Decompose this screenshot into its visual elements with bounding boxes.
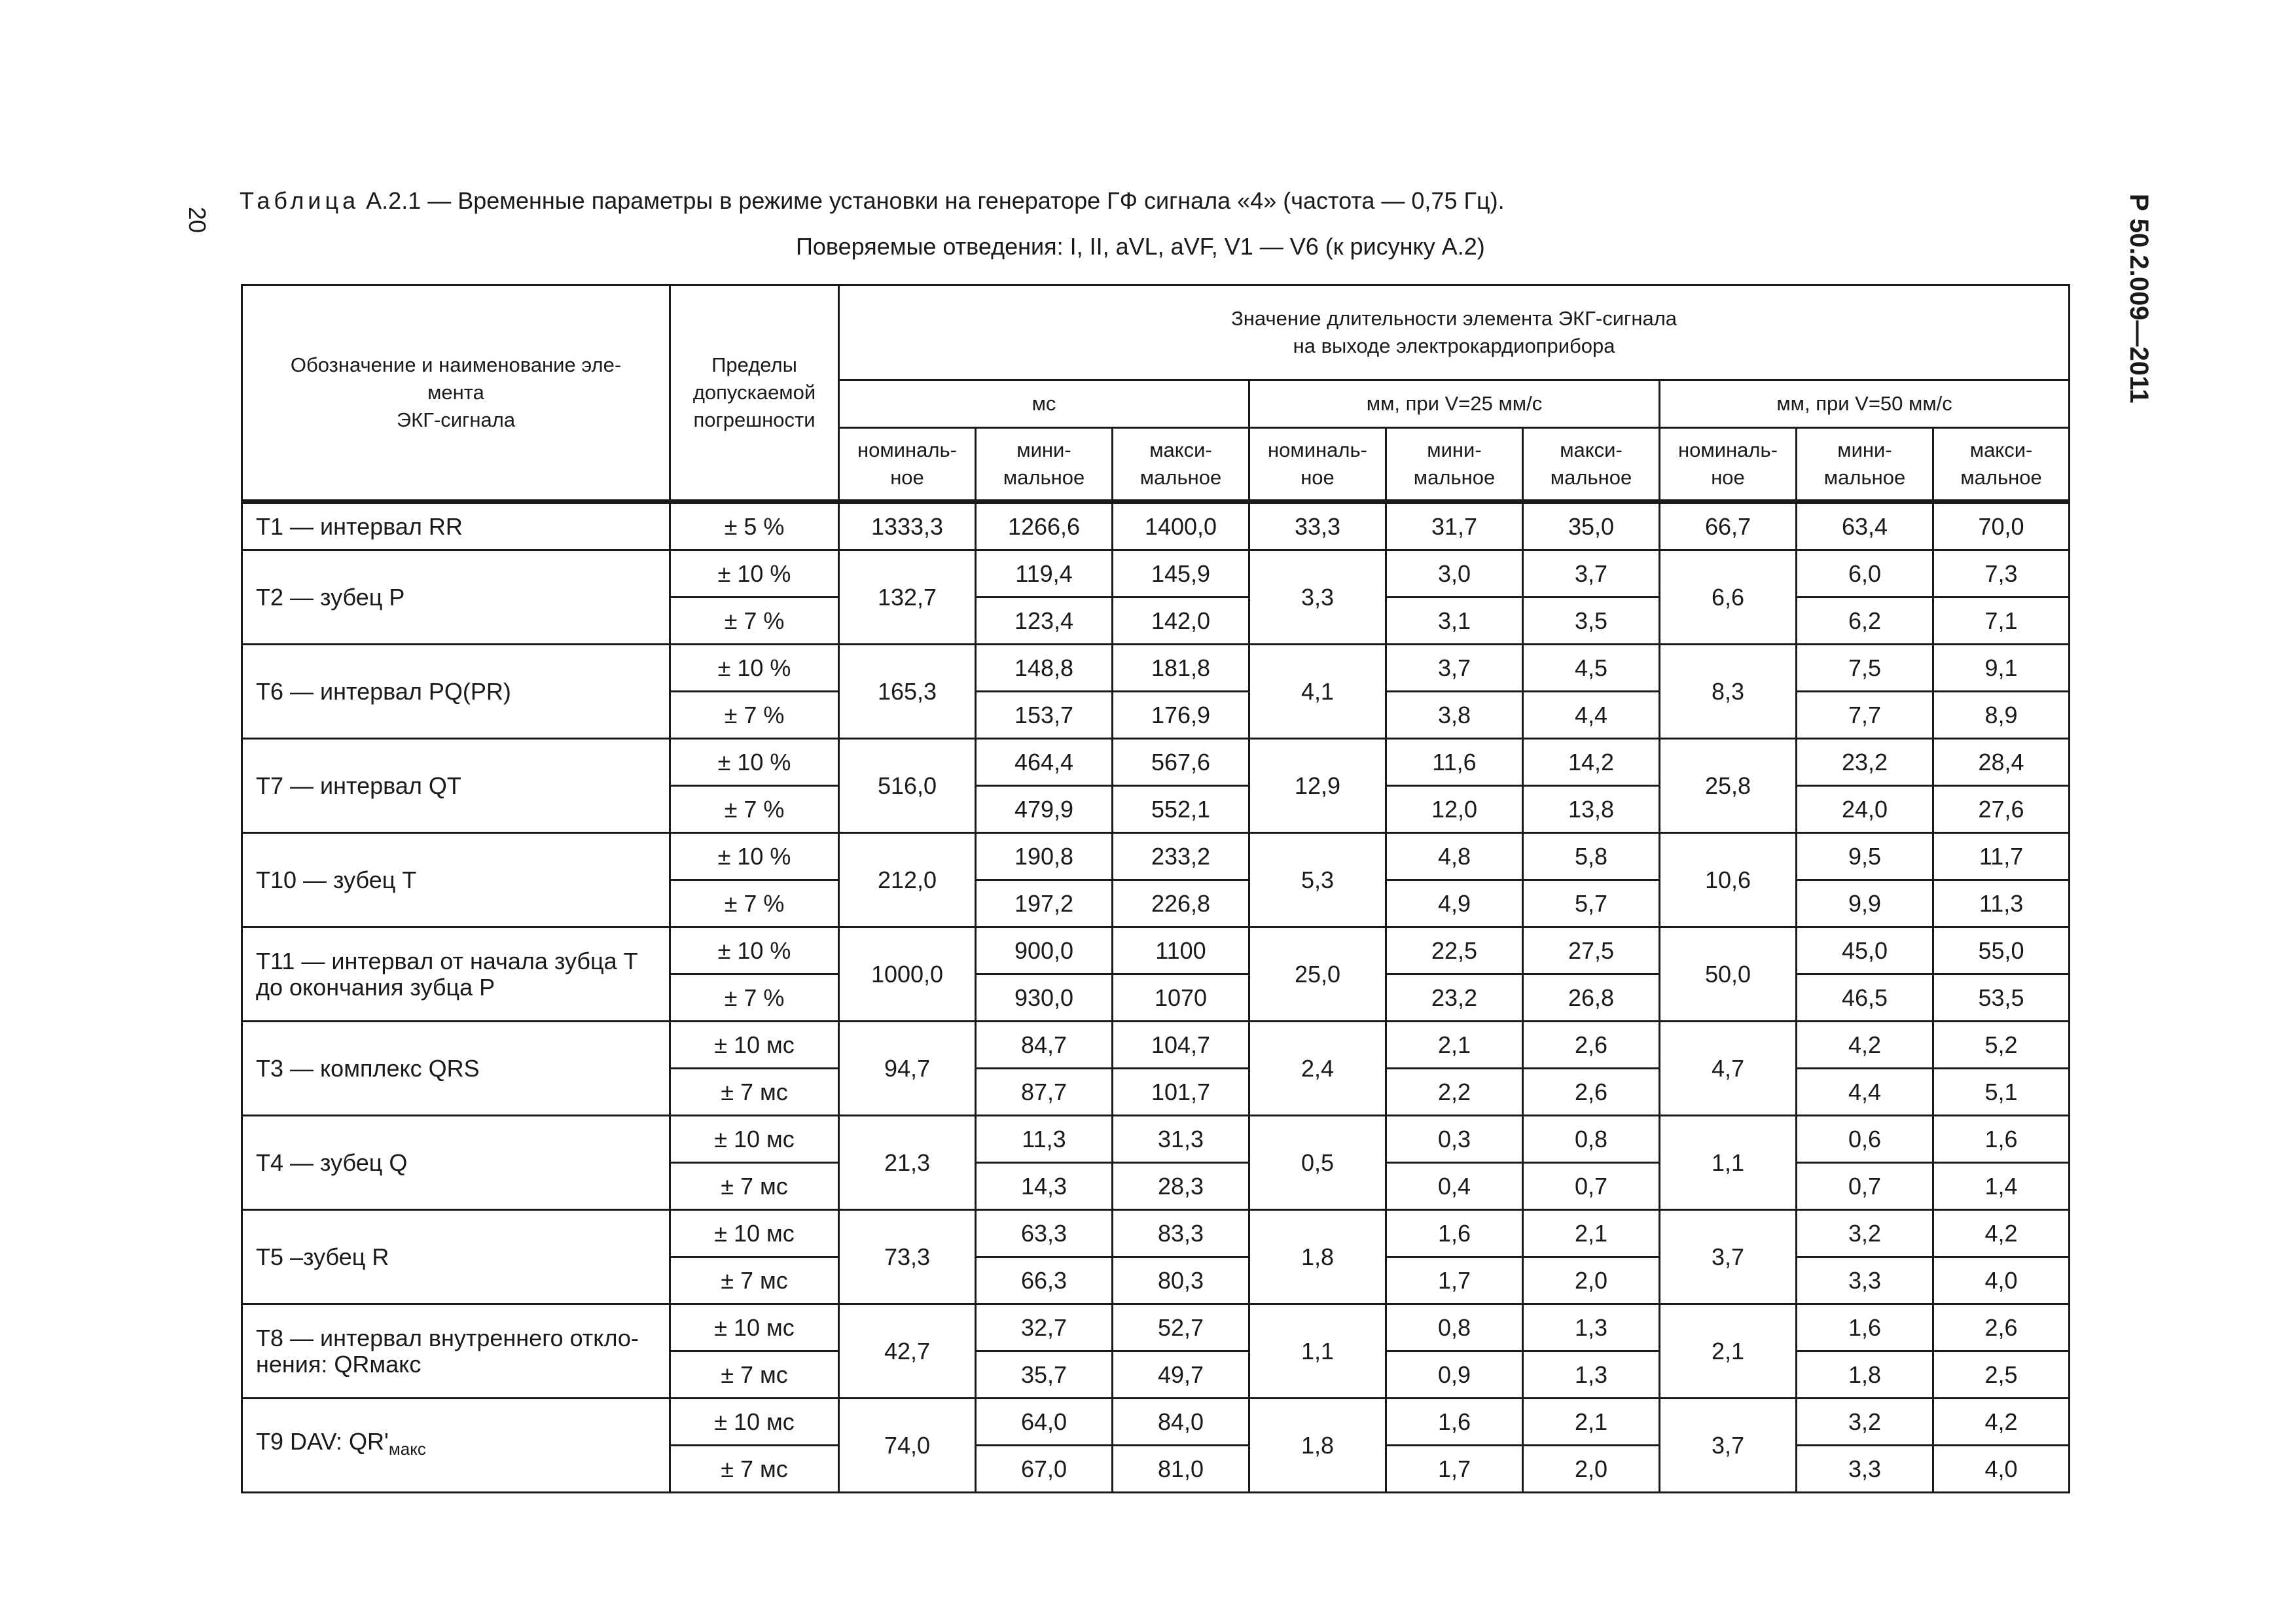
ms-max-cell: 49,7 (1113, 1351, 1249, 1399)
ms-nominal-cell: 21,3 (839, 1116, 976, 1210)
element-name-cell (242, 645, 670, 739)
table-row (242, 1304, 2070, 1351)
element-name-cell (242, 550, 670, 645)
mm25-nominal-cell: 25,0 (1249, 927, 1386, 1022)
element-name-cell (242, 1116, 670, 1210)
mm50-min-cell: 3,3 (1797, 1257, 1933, 1304)
ms-nominal-cell: 74,0 (839, 1399, 976, 1493)
mm50-min-cell: 63,4 (1797, 502, 1933, 550)
ms-min-cell: 14,3 (976, 1163, 1113, 1210)
mm25-nominal-cell: 3,3 (1249, 550, 1386, 645)
mm25-max-cell: 1,3 (1523, 1304, 1660, 1351)
ms-min-cell: 1266,6 (976, 502, 1113, 550)
mm25-max-cell: 5,8 (1523, 833, 1660, 880)
mm50-max-cell: 2,5 (1933, 1351, 2070, 1399)
mm25-nominal-cell: 0,5 (1249, 1116, 1386, 1210)
tolerance-cell: ± 7 мс (670, 1257, 839, 1304)
mm25-max-cell: 2,0 (1523, 1257, 1660, 1304)
mm50-min-cell: 4,4 (1797, 1069, 1933, 1116)
element-name: Т4 — зубец Q (256, 1149, 408, 1176)
header-mm50-nominal: номиналь- ное (1660, 428, 1797, 502)
mm50-min-cell: 9,5 (1797, 833, 1933, 880)
element-name-cell (242, 1399, 670, 1493)
ms-max-cell: 104,7 (1113, 1022, 1249, 1069)
header-mm50-max: макси- мальное (1933, 428, 2070, 502)
table-row (242, 550, 2070, 597)
mm50-max-cell: 4,0 (1933, 1446, 2070, 1493)
mm50-max-cell: 70,0 (1933, 502, 2070, 550)
header-unit-mm25: мм, при V=25 мм/с (1249, 380, 1660, 428)
ms-min-cell: 84,7 (976, 1022, 1113, 1069)
mm25-min-cell: 1,7 (1386, 1257, 1523, 1304)
ms-nominal-cell: 42,7 (839, 1304, 976, 1399)
mm50-min-cell: 0,7 (1797, 1163, 1933, 1210)
table-row (242, 1399, 2070, 1446)
element-name: Т1 — интервал RR (256, 512, 463, 540)
mm25-max-cell: 4,5 (1523, 645, 1660, 692)
mm50-min-cell: 6,0 (1797, 550, 1933, 597)
tolerance-cell: ± 7 мс (670, 1446, 839, 1493)
mm25-max-cell: 0,8 (1523, 1116, 1660, 1163)
mm50-min-cell: 3,2 (1797, 1210, 1933, 1257)
mm50-max-cell: 5,2 (1933, 1022, 2070, 1069)
mm50-max-cell: 28,4 (1933, 739, 2070, 786)
caption-label: Таблица (240, 187, 360, 214)
mm25-min-cell: 2,1 (1386, 1022, 1523, 1069)
mm50-max-cell: 9,1 (1933, 645, 2070, 692)
ms-min-cell: 64,0 (976, 1399, 1113, 1446)
ms-max-cell: 81,0 (1113, 1446, 1249, 1493)
ms-nominal-cell: 516,0 (839, 739, 976, 833)
mm50-nominal-cell: 3,7 (1660, 1399, 1797, 1493)
mm25-max-cell: 3,7 (1523, 550, 1660, 597)
tolerance-cell: ± 7 % (670, 974, 839, 1022)
tolerance-cell: ± 10 мс (670, 1304, 839, 1351)
header-unit-ms: мс (839, 380, 1249, 428)
element-name: Т10 — зубец Т (256, 866, 417, 893)
element-name-cell (242, 1022, 670, 1116)
mm50-max-cell: 5,1 (1933, 1069, 2070, 1116)
mm50-max-cell: 53,5 (1933, 974, 2070, 1022)
mm50-min-cell: 4,2 (1797, 1022, 1933, 1069)
mm25-min-cell: 3,8 (1386, 692, 1523, 739)
ms-max-cell: 142,0 (1113, 597, 1249, 645)
mm50-max-cell: 4,2 (1933, 1399, 2070, 1446)
ms-min-cell: 479,9 (976, 786, 1113, 833)
ms-nominal-cell: 1333,3 (839, 502, 976, 550)
mm25-min-cell: 1,6 (1386, 1399, 1523, 1446)
header-ms-max: макси- мальное (1113, 428, 1249, 502)
ms-max-cell: 1100 (1113, 927, 1249, 974)
mm50-nominal-cell: 10,6 (1660, 833, 1797, 927)
table-row (242, 645, 2070, 692)
mm50-min-cell: 46,5 (1797, 974, 1933, 1022)
document-code: Р 50.2.009—2011 (2125, 194, 2153, 404)
mm25-max-cell: 26,8 (1523, 974, 1660, 1022)
ms-min-cell: 197,2 (976, 880, 1113, 927)
mm25-max-cell: 1,3 (1523, 1351, 1660, 1399)
tolerance-cell: ± 10 мс (670, 1022, 839, 1069)
ms-nominal-cell: 212,0 (839, 833, 976, 927)
mm50-min-cell: 7,7 (1797, 692, 1933, 739)
ms-min-cell: 930,0 (976, 974, 1113, 1022)
ms-max-cell: 176,9 (1113, 692, 1249, 739)
mm25-nominal-cell: 4,1 (1249, 645, 1386, 739)
mm50-min-cell: 9,9 (1797, 880, 1933, 927)
element-name: Т8 — интервал внутреннего откло- нения: QRмакс (256, 1324, 639, 1378)
mm25-min-cell: 23,2 (1386, 974, 1523, 1022)
tolerance-cell: ± 10 % (670, 927, 839, 974)
mm50-max-cell: 4,2 (1933, 1210, 2070, 1257)
tolerance-cell: ± 10 мс (670, 1116, 839, 1163)
mm25-nominal-cell: 33,3 (1249, 502, 1386, 550)
table-subtitle: Поверяемые отведения: I, II, aVL, aVF, V1 — V6 (к рисунку А.2) (796, 233, 1485, 260)
mm25-nominal-cell: 1,1 (1249, 1304, 1386, 1399)
mm25-max-cell: 2,6 (1523, 1022, 1660, 1069)
mm50-nominal-cell: 50,0 (1660, 927, 1797, 1022)
header-value-group: Значение длительности элемента ЭКГ-сигнала на выходе электрокардиоприбора (839, 285, 2070, 380)
ms-max-cell: 233,2 (1113, 833, 1249, 880)
mm25-max-cell: 3,5 (1523, 597, 1660, 645)
mm25-max-cell: 13,8 (1523, 786, 1660, 833)
table-row (242, 502, 2070, 550)
mm50-nominal-cell: 25,8 (1660, 739, 1797, 833)
mm25-min-cell: 1,6 (1386, 1210, 1523, 1257)
mm25-nominal-cell: 1,8 (1249, 1399, 1386, 1493)
header-mm25-min: мини- мальное (1386, 428, 1523, 502)
mm25-min-cell: 3,1 (1386, 597, 1523, 645)
table-row (242, 1116, 2070, 1163)
mm50-nominal-cell: 8,3 (1660, 645, 1797, 739)
ms-min-cell: 153,7 (976, 692, 1113, 739)
header-mm25-nominal: номиналь- ное (1249, 428, 1386, 502)
mm25-min-cell: 3,7 (1386, 645, 1523, 692)
mm50-max-cell: 55,0 (1933, 927, 2070, 974)
mm50-min-cell: 3,2 (1797, 1399, 1933, 1446)
tolerance-cell: ± 10 мс (670, 1399, 839, 1446)
element-name: Т6 — интервал PQ(PR) (256, 677, 511, 705)
mm50-min-cell: 1,6 (1797, 1304, 1933, 1351)
tolerance-cell: ± 10 % (670, 645, 839, 692)
ms-max-cell: 567,6 (1113, 739, 1249, 786)
ms-min-cell: 148,8 (976, 645, 1113, 692)
mm50-min-cell: 45,0 (1797, 927, 1933, 974)
mm25-min-cell: 0,4 (1386, 1163, 1523, 1210)
tolerance-cell: ± 10 мс (670, 1210, 839, 1257)
ms-min-cell: 87,7 (976, 1069, 1113, 1116)
element-name-cell (242, 502, 670, 550)
ms-max-cell: 226,8 (1113, 880, 1249, 927)
tolerance-cell: ± 7 мс (670, 1351, 839, 1399)
header-unit-mm50: мм, при V=50 мм/с (1660, 380, 2070, 428)
mm50-nominal-cell: 4,7 (1660, 1022, 1797, 1116)
ms-min-cell: 32,7 (976, 1304, 1113, 1351)
mm25-max-cell: 2,1 (1523, 1399, 1660, 1446)
page-number: 20 (184, 207, 211, 234)
ms-min-cell: 464,4 (976, 739, 1113, 786)
mm25-min-cell: 1,7 (1386, 1446, 1523, 1493)
mm50-max-cell: 4,0 (1933, 1257, 2070, 1304)
mm25-max-cell: 2,1 (1523, 1210, 1660, 1257)
ms-max-cell: 101,7 (1113, 1069, 1249, 1116)
mm50-max-cell: 11,7 (1933, 833, 2070, 880)
mm50-max-cell: 1,6 (1933, 1116, 2070, 1163)
mm25-max-cell: 4,4 (1523, 692, 1660, 739)
ms-max-cell: 31,3 (1113, 1116, 1249, 1163)
table-caption (240, 187, 1505, 215)
mm25-min-cell: 22,5 (1386, 927, 1523, 974)
mm50-min-cell: 1,8 (1797, 1351, 1933, 1399)
ms-min-cell: 900,0 (976, 927, 1113, 974)
table-row (242, 1022, 2070, 1069)
element-name: Т2 — зубец Р (256, 583, 405, 611)
mm25-min-cell: 0,3 (1386, 1116, 1523, 1163)
ms-max-cell: 181,8 (1113, 645, 1249, 692)
table-row (242, 739, 2070, 786)
mm50-max-cell: 7,3 (1933, 550, 2070, 597)
ms-nominal-cell: 73,3 (839, 1210, 976, 1304)
mm50-min-cell: 3,3 (1797, 1446, 1933, 1493)
mm25-max-cell: 2,0 (1523, 1446, 1660, 1493)
mm50-max-cell: 7,1 (1933, 597, 2070, 645)
mm50-min-cell: 0,6 (1797, 1116, 1933, 1163)
mm25-min-cell: 4,8 (1386, 833, 1523, 880)
caption-text: А.2.1 — Временные параметры в режиме установки на генераторе ГФ сигнала «4» (частота — 0,75 Гц). (359, 187, 1505, 214)
ms-max-cell: 552,1 (1113, 786, 1249, 833)
ms-max-cell: 1070 (1113, 974, 1249, 1022)
ms-max-cell: 80,3 (1113, 1257, 1249, 1304)
mm25-nominal-cell: 2,4 (1249, 1022, 1386, 1116)
mm50-nominal-cell: 1,1 (1660, 1116, 1797, 1210)
ms-max-cell: 145,9 (1113, 550, 1249, 597)
mm25-min-cell: 31,7 (1386, 502, 1523, 550)
mm25-min-cell: 0,9 (1386, 1351, 1523, 1399)
mm25-min-cell: 4,9 (1386, 880, 1523, 927)
element-name-subscript: макс (388, 1439, 426, 1459)
ms-nominal-cell: 132,7 (839, 550, 976, 645)
header-tolerance: Пределы допускаемой погрешности (670, 285, 839, 502)
element-name-cell (242, 739, 670, 833)
mm25-max-cell: 5,7 (1523, 880, 1660, 927)
element-name: Т11 — интервал от начала зубца Т до окончания зубца Р (256, 947, 638, 1001)
mm25-max-cell: 2,6 (1523, 1069, 1660, 1116)
mm25-min-cell: 11,6 (1386, 739, 1523, 786)
element-name: Т7 — интервал QT (256, 772, 461, 799)
tolerance-cell: ± 7 % (670, 786, 839, 833)
mm25-min-cell: 2,2 (1386, 1069, 1523, 1116)
ms-max-cell: 83,3 (1113, 1210, 1249, 1257)
tolerance-cell: ± 7 % (670, 692, 839, 739)
header-mm25-max: макси- мальное (1523, 428, 1660, 502)
mm50-max-cell: 11,3 (1933, 880, 2070, 927)
mm50-nominal-cell: 2,1 (1660, 1304, 1797, 1399)
mm50-min-cell: 23,2 (1797, 739, 1933, 786)
header-element: Обозначение и наименование эле- мента ЭКГ-сигнала (242, 285, 670, 502)
tolerance-cell: ± 7 мс (670, 1069, 839, 1116)
mm25-min-cell: 0,8 (1386, 1304, 1523, 1351)
tolerance-cell: ± 10 % (670, 833, 839, 880)
mm50-min-cell: 24,0 (1797, 786, 1933, 833)
ms-min-cell: 66,3 (976, 1257, 1113, 1304)
mm50-nominal-cell: 3,7 (1660, 1210, 1797, 1304)
tolerance-cell: ± 10 % (670, 739, 839, 786)
tolerance-cell: ± 7 % (670, 880, 839, 927)
element-name-cell (242, 927, 670, 1022)
mm50-min-cell: 7,5 (1797, 645, 1933, 692)
table-row (242, 833, 2070, 880)
mm25-nominal-cell: 12,9 (1249, 739, 1386, 833)
mm25-nominal-cell: 5,3 (1249, 833, 1386, 927)
ms-max-cell: 28,3 (1113, 1163, 1249, 1210)
mm50-max-cell: 8,9 (1933, 692, 2070, 739)
tolerance-cell: ± 7 мс (670, 1163, 839, 1210)
tolerance-cell: ± 7 % (670, 597, 839, 645)
ms-min-cell: 11,3 (976, 1116, 1113, 1163)
mm50-max-cell: 27,6 (1933, 786, 2070, 833)
header-ms-min: мини- мальное (976, 428, 1113, 502)
table-row (242, 927, 2070, 974)
mm50-nominal-cell: 66,7 (1660, 502, 1797, 550)
element-name-cell (242, 1304, 670, 1399)
timing-parameters-table (241, 284, 2070, 1493)
mm50-max-cell: 2,6 (1933, 1304, 2070, 1351)
element-name-cell (242, 1210, 670, 1304)
ms-max-cell: 52,7 (1113, 1304, 1249, 1351)
mm25-nominal-cell: 1,8 (1249, 1210, 1386, 1304)
element-name-cell (242, 833, 670, 927)
mm25-min-cell: 3,0 (1386, 550, 1523, 597)
table-row (242, 1210, 2070, 1257)
mm25-max-cell: 27,5 (1523, 927, 1660, 974)
ms-min-cell: 63,3 (976, 1210, 1113, 1257)
tolerance-cell: ± 10 % (670, 550, 839, 597)
mm50-max-cell: 1,4 (1933, 1163, 2070, 1210)
ms-min-cell: 190,8 (976, 833, 1113, 880)
ms-min-cell: 123,4 (976, 597, 1113, 645)
mm50-min-cell: 6,2 (1797, 597, 1933, 645)
element-name: Т9 DAV: QR' (256, 1427, 389, 1455)
mm25-max-cell: 14,2 (1523, 739, 1660, 786)
ms-max-cell: 84,0 (1113, 1399, 1249, 1446)
ms-min-cell: 67,0 (976, 1446, 1113, 1493)
ms-nominal-cell: 165,3 (839, 645, 976, 739)
ms-min-cell: 35,7 (976, 1351, 1113, 1399)
header-mm50-min: мини- мальное (1797, 428, 1933, 502)
ms-nominal-cell: 1000,0 (839, 927, 976, 1022)
element-name: Т3 — комплекс QRS (256, 1054, 480, 1082)
mm50-nominal-cell: 6,6 (1660, 550, 1797, 645)
header-ms-nominal: номиналь- ное (839, 428, 976, 502)
ms-max-cell: 1400,0 (1113, 502, 1249, 550)
mm25-max-cell: 0,7 (1523, 1163, 1660, 1210)
ms-nominal-cell: 94,7 (839, 1022, 976, 1116)
element-name: Т5 –зубец R (256, 1243, 389, 1270)
ms-min-cell: 119,4 (976, 550, 1113, 597)
tolerance-cell: ± 5 % (670, 502, 839, 550)
mm25-min-cell: 12,0 (1386, 786, 1523, 833)
mm25-max-cell: 35,0 (1523, 502, 1660, 550)
